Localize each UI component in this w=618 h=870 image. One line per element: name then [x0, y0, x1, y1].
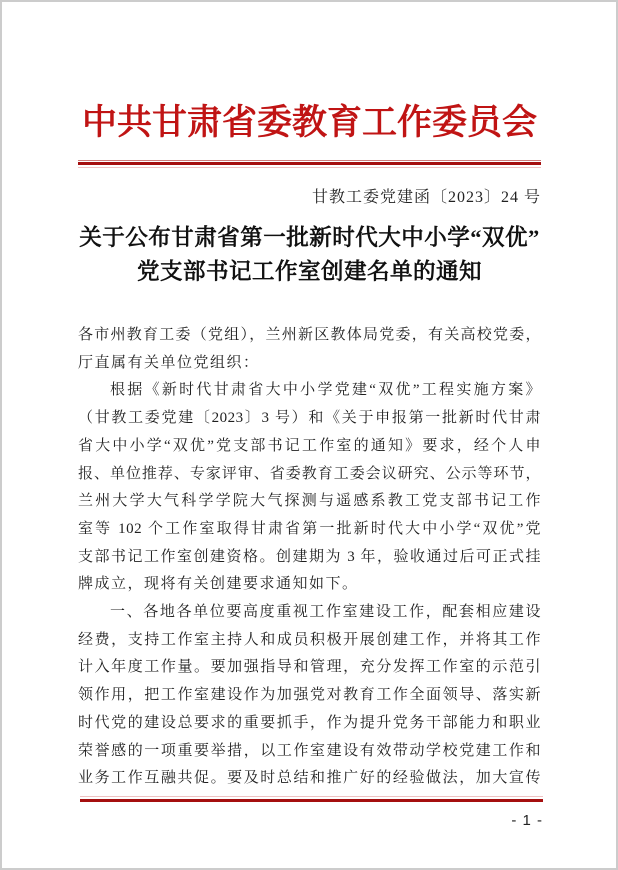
masthead-rule-thick-line: [78, 162, 541, 165]
body-line: 领作用，把工作室建设作为加强党对教育工作全面领导、落实新: [78, 687, 541, 704]
masthead-rule: [78, 160, 541, 168]
document-body: [78, 322, 541, 793]
body-line: 牌成立，现将有关创建要求通知如下。: [78, 576, 359, 593]
body-line: 根据《新时代甘肃省大中小学党建“双优”工程实施方案》: [110, 382, 541, 399]
document-title-line1: 关于公布甘肃省第一批新时代大中小学“双优”: [79, 225, 540, 250]
masthead-rule-pink-line: [78, 167, 541, 168]
body-line: 兰州大学大气科学学院大气探测与遥感系教工党支部书记工作: [78, 493, 541, 510]
body-line: 省大中小学“双优”党支部书记工作室的通知》要求，经个人申: [78, 437, 541, 454]
masthead-rule-thin-line: [78, 160, 541, 161]
body-line: 经费，支持工作室主持人和成员积极开展创建工作，并将其工作: [78, 631, 541, 648]
body-line: 计入年度工作量。要加强指导和管理，充分发挥工作室的示范引: [78, 659, 541, 676]
document-title-line2: 党支部书记工作室创建名单的通知: [136, 258, 482, 284]
document-title: [78, 221, 541, 288]
body-line: 荣誉感的一项重要举措，以工作室建设有效带动学校党建工作和: [78, 742, 541, 759]
body-line: 时代党的建设总要求的重要抓手，作为提升党务干部能力和职业: [78, 714, 541, 731]
page-number: - 1 -: [511, 812, 543, 829]
footer-rule-thick-line: [80, 799, 543, 802]
document-number: 甘教工委党建函〔2023〕24 号: [311, 189, 541, 206]
document-content: [78, 2, 541, 793]
body-line: 业务工作互融共促。要及时总结和推广好的经验做法，加大宣传: [78, 770, 541, 787]
page-footer: [80, 796, 543, 829]
body-line: 一、各地各单位要高度重视工作室建设工作，配套相应建设: [110, 604, 541, 621]
body-line: 各市州教育工委（党组），兰州新区教体局党委，有关高校党委，: [78, 327, 541, 343]
body-line: 室等 102 个工作室取得甘肃省第一批新时代大中小学“双优”党: [78, 520, 541, 537]
body-line: 支部书记工作室创建资格。创建期为 3 年，验收通过后可正式挂: [78, 548, 541, 565]
issuing-org-masthead: 中共甘肃省委教育工作委员会: [81, 103, 537, 142]
footer-rule-pink-line: [80, 796, 543, 797]
body-line: （甘教工委党建〔2023〕3 号）和《关于申报第一批新时代甘肃: [78, 410, 541, 427]
body-line: 报、单位推荐、专家评审、省委教育工委会议研究、公示等环节，: [78, 465, 541, 482]
body-line: 厅直属有关单位党组织：: [78, 354, 260, 371]
footer-rule: [80, 796, 543, 802]
